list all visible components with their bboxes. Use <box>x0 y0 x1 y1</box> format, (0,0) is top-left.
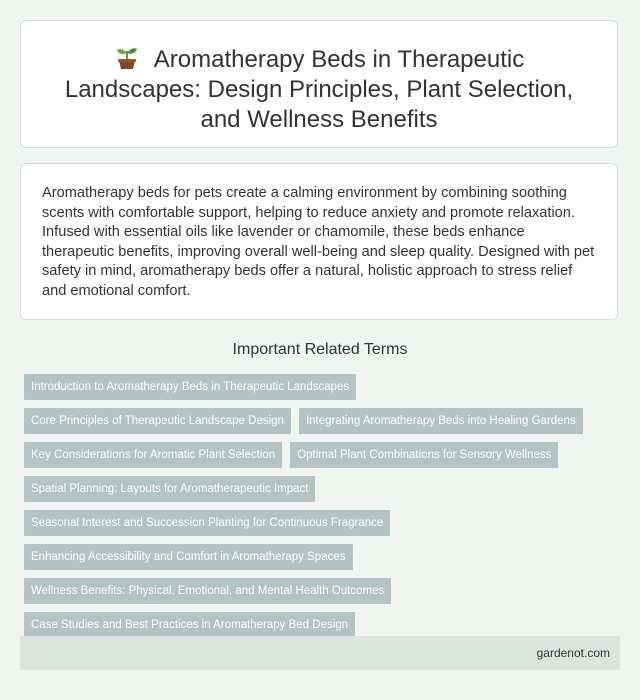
related-term-tag[interactable]: Introduction to Aromatherapy Beds in Therapeutic Landscapes <box>24 374 356 400</box>
related-term-tag[interactable]: Integrating Aromatherapy Beds into Healing Gardens <box>299 408 583 434</box>
related-term-tag[interactable]: Key Considerations for Aromatic Plant Selection <box>24 442 282 468</box>
related-term-tag[interactable]: Core Principles of Therapeutic Landscape Design <box>24 408 291 434</box>
summary-card <box>20 163 618 320</box>
related-terms-heading: Important Related Terms <box>232 341 408 358</box>
related-term-tag[interactable]: Seasonal Interest and Succession Planting for Continuous Fragrance <box>24 510 390 536</box>
related-term-tag[interactable]: Wellness Benefits: Physical, Emotional, and Mental Health Outcomes <box>24 578 391 604</box>
seedling-icon <box>114 45 140 69</box>
footer <box>20 636 620 670</box>
related-term-tag[interactable]: Case Studies and Best Practices in Aromatherapy Bed Design <box>24 612 355 638</box>
related-term-tag[interactable]: Enhancing Accessibility and Comfort in Aromatherapy Spaces <box>24 544 353 570</box>
site-name[interactable]: gardenot.com <box>536 646 610 660</box>
page-title-text: Aromatherapy Beds in Therapeutic Landscapes: Design Principles, Plant Selection, and Wellness Benefits <box>64 46 574 133</box>
related-term-tag[interactable]: Spatial Planning: Layouts for Aromatherapeutic Impact <box>24 476 315 502</box>
title-card <box>20 20 618 148</box>
summary-text: Aromatherapy beds for pets create a calming environment by combining soothing scents with comfortable support, helping to reduce anxiety and promote relaxation. Infused with essential oils like lavender or chamomile, these beds enhance therapeutic benefits, improving overall well-being and sleep quality. Designed with pet safety in mind, aromatherapy beds offer a natural, holistic approach to stress relief and emotional comfort. <box>42 185 595 299</box>
related-terms-list <box>20 372 620 644</box>
page-title <box>21 45 617 135</box>
related-term-tag[interactable]: Optimal Plant Combinations for Sensory Wellness <box>290 442 558 468</box>
